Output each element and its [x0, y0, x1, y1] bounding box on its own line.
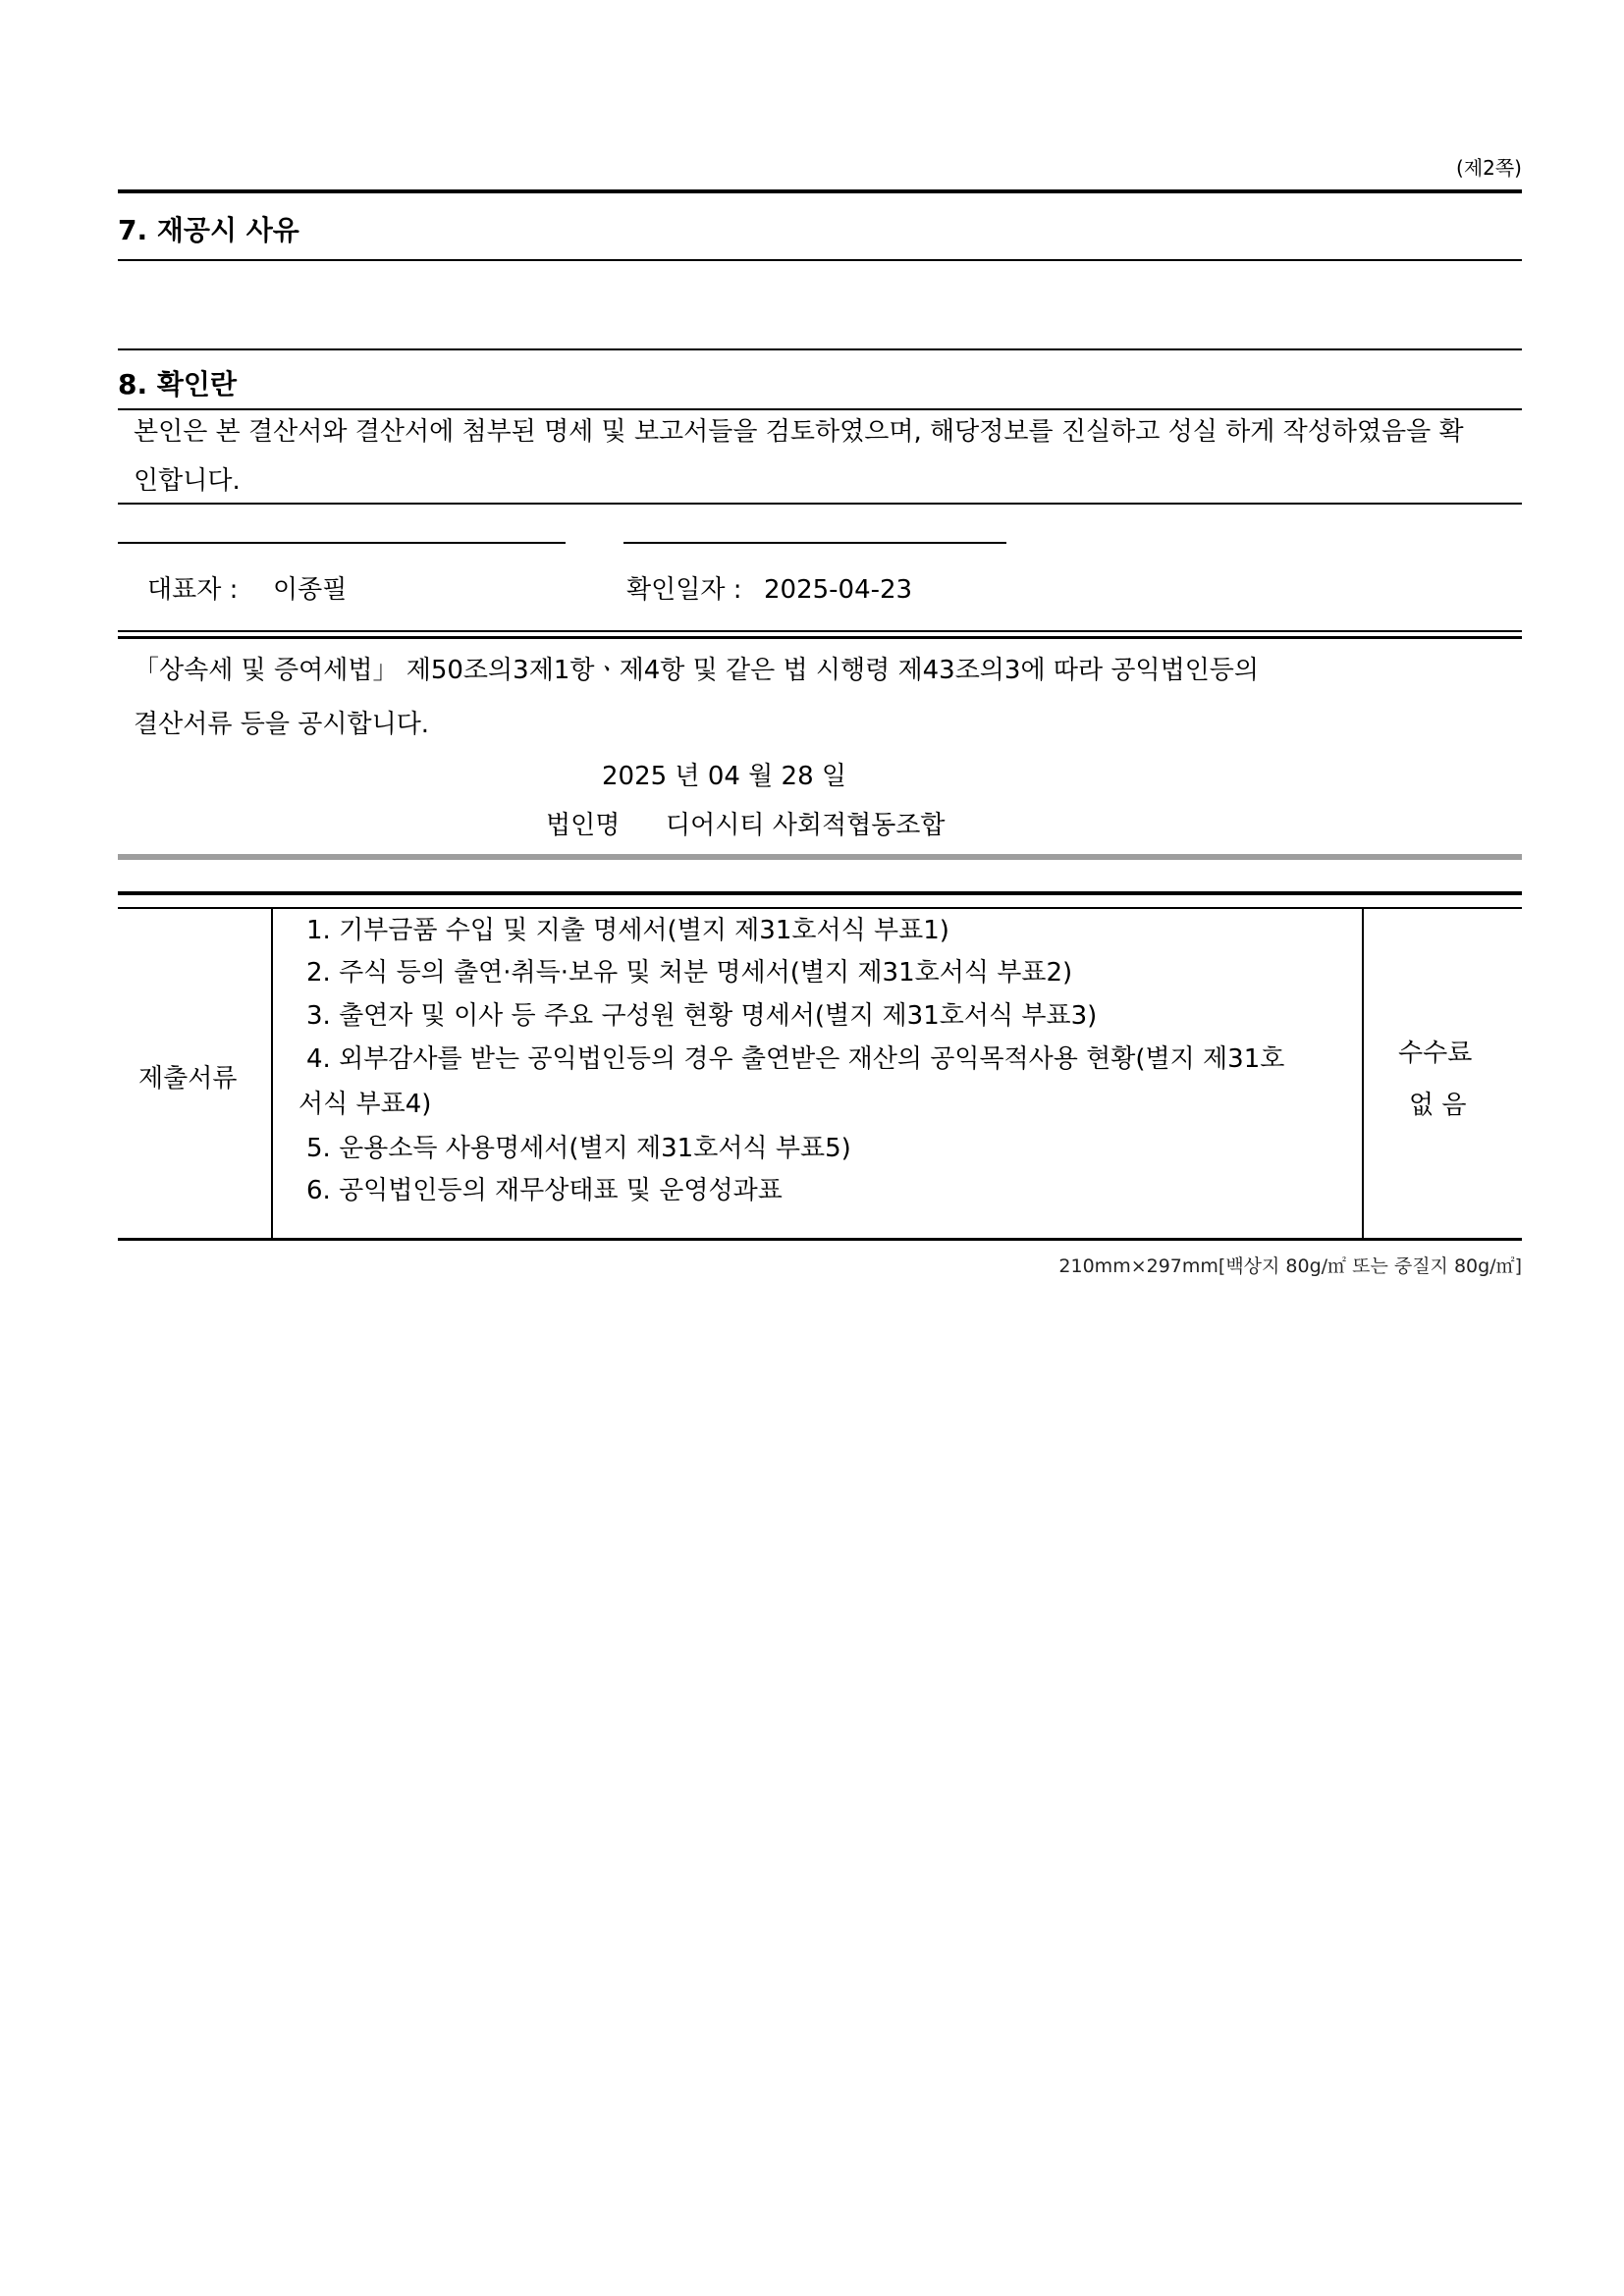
document-item-3: 3. 출연자 및 이사 등 주요 구성원 현황 명세서(별지 제31호서식 부표3): [306, 1001, 1098, 1031]
section8-statement-divider: [118, 503, 1522, 505]
document-item-4: 4. 외부감사를 받는 공익법인등의 경우 출연받은 재산의 공익목적사용 현황(별지 제31호: [306, 1044, 1285, 1074]
document-item-2: 2. 주식 등의 출연·취득·보유 및 처분 명세서(별지 제31호서식 부표2): [306, 958, 1073, 988]
section7-top-border: [118, 189, 1522, 193]
notice-date: 2025 년 04 월 28 일: [602, 762, 847, 791]
confirmation-statement-line2: 인합니다.: [134, 466, 241, 496]
section7-title-divider: [118, 259, 1522, 261]
document-item-5: 5. 운용소득 사용명세서(별지 제31호서식 부표5): [306, 1134, 851, 1163]
corporation-name-label: 법인명: [546, 811, 621, 840]
documents-table-left-divider: [271, 907, 273, 1239]
page-number-label: (제2쪽): [1456, 156, 1522, 180]
date-signature-line: [623, 542, 1006, 544]
documents-label: 제출서류: [138, 1064, 238, 1094]
section8-top-border: [118, 348, 1522, 350]
confirm-date-value: 2025-04-23: [764, 575, 913, 605]
section8-title: 8. 확인란: [118, 368, 238, 400]
fee-label: 수수료: [1398, 1039, 1473, 1068]
document-item-6: 6. 공익법인등의 재무상태표 및 운영성과표: [306, 1176, 783, 1205]
notice-top-border-thin: [118, 630, 1522, 632]
notice-bottom-border: [118, 854, 1522, 860]
fee-value: 없 음: [1409, 1091, 1467, 1120]
section7-title: 7. 재공시 사유: [118, 214, 299, 246]
notice-text-line2: 결산서류 등을 공시합니다.: [134, 710, 430, 739]
representative-name: 이종필: [273, 575, 348, 605]
documents-table-bottom-border: [118, 1238, 1522, 1241]
corporation-name: 디어시티 사회적협동조합: [666, 811, 946, 840]
confirm-date-label: 확인일자 :: [626, 575, 742, 605]
notice-top-border: [118, 636, 1522, 639]
documents-table-right-divider: [1362, 907, 1364, 1239]
representative-label: 대표자 :: [147, 575, 239, 605]
confirmation-statement-line1: 본인은 본 결산서와 결산서에 첨부된 명세 및 보고서들을 검토하였으며, 해당정보를 진실하고 성실 하게 작성하였음을 확: [134, 417, 1464, 447]
documents-table-top-border: [118, 891, 1522, 895]
documents-table-inner-top-border: [118, 907, 1522, 909]
document-item-4-continued: 서식 부표4): [298, 1090, 432, 1119]
notice-text-line1: 「상속세 및 증여세법」 제50조의3제1항ㆍ제4항 및 같은 법 시행령 제43조의3에 따라 공익법인등의: [134, 656, 1260, 685]
document-item-1: 1. 기부금품 수입 및 지출 명세서(별지 제31호서식 부표1): [306, 916, 949, 945]
paper-spec: 210mm×297mm[백상지 80g/㎡ 또는 중질지 80g/㎡]: [1058, 1255, 1522, 1277]
representative-signature-line: [118, 542, 566, 544]
section8-title-divider: [118, 408, 1522, 410]
